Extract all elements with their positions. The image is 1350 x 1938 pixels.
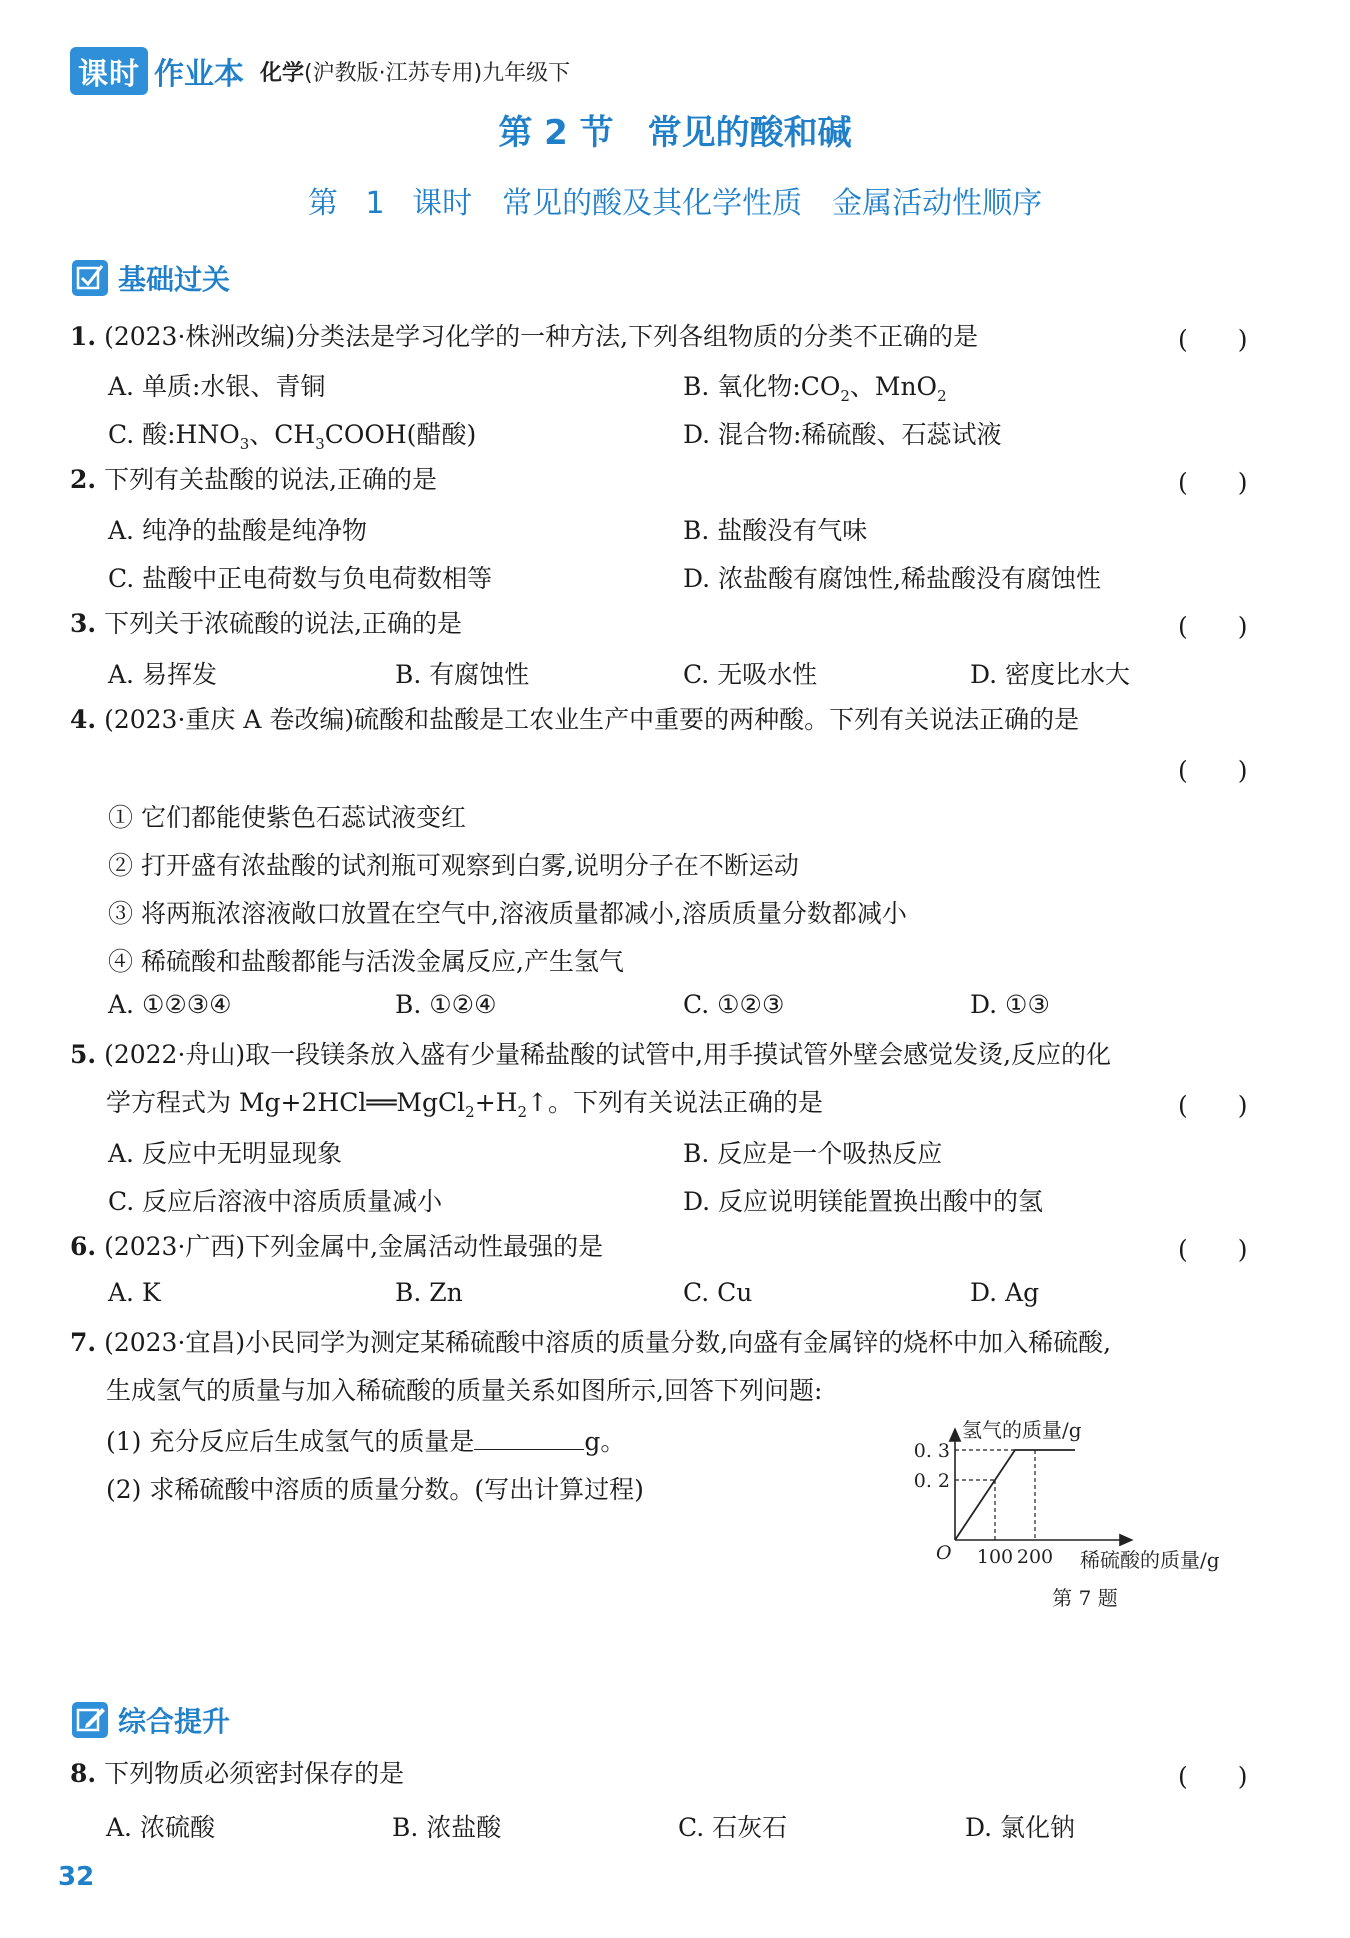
question-6 [70, 1230, 1260, 1264]
q3-option-b: B. 有腐蚀性 [395, 660, 530, 689]
hydrogen-mass-line [955, 1450, 1075, 1540]
q6-number: 6. [70, 1232, 97, 1261]
section-basic-label: 基础过关 [118, 263, 231, 296]
q1-number: 1. [70, 322, 97, 351]
q4-option-c: C. ①②③ [683, 990, 785, 1019]
q6-option-d: D. Ag [970, 1278, 1040, 1307]
q4-option-d: D. ①③ [970, 990, 1050, 1019]
q1-option-a: A. 单质:水银、青铜 [108, 372, 326, 401]
q5-number: 5. [70, 1040, 97, 1069]
q5-answer-paren[interactable]: ( ) [1178, 1091, 1248, 1120]
y-axis-label: 氢气的质量/g [962, 1418, 1082, 1442]
checkbox-icon [72, 260, 108, 296]
question-4 [70, 703, 1260, 737]
logo-box: 课时 [70, 47, 148, 95]
q6-option-a: A. K [108, 1278, 161, 1307]
q3-number: 3. [70, 609, 97, 638]
q8-option-b: B. 浓盐酸 [392, 1813, 502, 1842]
q7-text-line1: (2023·宜昌)小民同学为测定某稀硫酸中溶质的质量分数,向盛有金属锌的烧杯中加入稀硫酸, [104, 1328, 1112, 1357]
q7-answer-blank[interactable] [474, 1425, 584, 1450]
q8-answer-paren[interactable]: ( ) [1178, 1762, 1248, 1791]
q2-option-b: B. 盐酸没有气味 [683, 516, 868, 545]
q5-option-a: A. 反应中无明显现象 [108, 1139, 342, 1168]
question-5 [70, 1038, 1260, 1072]
y-tick-0.3: 0. 3 [913, 1440, 950, 1462]
page-header [70, 48, 570, 94]
question-3 [70, 607, 1260, 641]
q2-option-c: C. 盐酸中正电荷数与负电荷数相等 [108, 564, 493, 593]
logo-text: 作业本 [154, 57, 244, 92]
q2-answer-paren[interactable]: ( ) [1178, 468, 1248, 497]
q8-number: 8. [70, 1759, 97, 1788]
q7-graph [900, 1415, 1260, 1615]
q1-option-b: B. 氧化物$:CO_2$、MnO$_2$ [683, 372, 947, 405]
subject-name: 化学 [260, 60, 305, 86]
q4-text: (2023·重庆 A 卷改编)硫酸和盐酸是工农业生产中重要的两种酸。下列有关说法正确的是 [104, 705, 1080, 734]
q1-answer-paren[interactable]: ( ) [1178, 325, 1248, 354]
header-subject [260, 56, 570, 87]
q5-option-c: C. 反应后溶液中溶质质量减小 [108, 1187, 443, 1216]
q4-number: 4. [70, 705, 97, 734]
q5-text-line1: (2022·舟山)取一段镁条放入盛有少量稀盐酸的试管中,用手摸试管外壁会感觉发烫,反应的化 [104, 1040, 1112, 1069]
q6-text: (2023·广西)下列金属中,金属活动性最强的是 [104, 1232, 604, 1261]
section-advanced-label: 综合提升 [118, 1705, 231, 1738]
q3-text: 下列关于浓硫酸的说法,正确的是 [104, 609, 463, 638]
q6-option-b: B. Zn [395, 1278, 463, 1307]
question-7 [70, 1326, 1260, 1360]
q7-number: 7. [70, 1328, 97, 1357]
section-basic [72, 258, 230, 298]
q2-number: 2. [70, 465, 97, 494]
question-1 [70, 320, 1260, 354]
page-subtitle: 第 1 课时 常见的酸及其化学性质 金属活动性顺序 [307, 186, 1043, 221]
q7-text-line2: 生成氢气的质量与加入稀硫酸的质量关系如图所示,回答下列问题: [106, 1376, 823, 1405]
page-title: 第 2 节 常见的酸和碱 [498, 113, 852, 153]
q8-text: 下列物质必须密封保存的是 [104, 1759, 405, 1788]
q2-option-d: D. 浓盐酸有腐蚀性,稀盐酸没有腐蚀性 [683, 564, 1101, 593]
q6-option-c: C. Cu [683, 1278, 753, 1307]
q2-option-a: A. 纯净的盐酸是纯净物 [108, 516, 367, 545]
q4-statement-2: ② 打开盛有浓盐酸的试剂瓶可观察到白雾,说明分子在不断运动 [108, 851, 799, 880]
q4-statement-3: ③ 将两瓶浓溶液敞口放置在空气中,溶液质量都减小,溶质质量分数都减小 [108, 899, 907, 928]
q5-text-line2: 学方程式为 $Mg+2HCl══MgCl_2+H_2↑$。下列有关说法正确的是 [106, 1088, 823, 1121]
page-number: 32 [58, 1862, 95, 1892]
q4-statement-4: ④ 稀硫酸和盐酸都能与活泼金属反应,产生氢气 [108, 947, 624, 976]
q7-part-2: (2) 求稀硫酸中溶质的质量分数。(写出计算过程) [106, 1475, 644, 1504]
pencil-note-icon [72, 1702, 108, 1738]
y-tick-0.2: 0. 2 [913, 1470, 950, 1492]
section-advanced [72, 1700, 230, 1740]
q7-part-1: (1) 充分反应后生成氢气的质量是 g。 [106, 1427, 626, 1456]
x-axis-label: 稀硫酸的质量/g [1080, 1548, 1220, 1572]
q4-answer-paren[interactable]: ( ) [1178, 756, 1248, 785]
q1-option-d: D. 混合物:稀硫酸、石蕊试液 [683, 420, 1002, 449]
q8-option-c: C. 石灰石 [678, 1813, 788, 1842]
q8-option-a: A. 浓硫酸 [106, 1813, 215, 1842]
question-8 [70, 1757, 1260, 1791]
q3-option-c: C. 无吸水性 [683, 660, 818, 689]
q3-option-a: A. 易挥发 [108, 660, 217, 689]
q4-statement-1: ① 它们都能使紫色石蕊试液变红 [108, 803, 466, 832]
figure-caption: 第 7 题 [1052, 1586, 1118, 1610]
q1-text: (2023·株洲改编)分类法是学习化学的一种方法,下列各组物质的分类不正确的是 [104, 322, 979, 351]
q5-option-d: D. 反应说明镁能置换出酸中的氢 [683, 1187, 1044, 1216]
x-tick-100: 100 [976, 1546, 1014, 1568]
origin-label: O [936, 1542, 952, 1564]
q1-option-c: C. 酸$:HNO_3$、$CH_3COOH$(醋酸) [108, 420, 477, 453]
question-2 [70, 463, 1260, 497]
edition: (沪教版·江苏专用)九年级下 [304, 60, 571, 86]
q2-text: 下列有关盐酸的说法,正确的是 [104, 465, 438, 494]
q6-answer-paren[interactable]: ( ) [1178, 1235, 1248, 1264]
q8-option-d: D. 氯化钠 [965, 1813, 1076, 1842]
q4-option-a: A. ①②③④ [108, 990, 232, 1019]
q5-option-b: B. 反应是一个吸热反应 [683, 1139, 943, 1168]
q4-option-b: B. ①②④ [395, 990, 497, 1019]
q3-answer-paren[interactable]: ( ) [1178, 612, 1248, 641]
q3-option-d: D. 密度比水大 [970, 660, 1131, 689]
x-tick-200: 200 [1016, 1546, 1054, 1568]
